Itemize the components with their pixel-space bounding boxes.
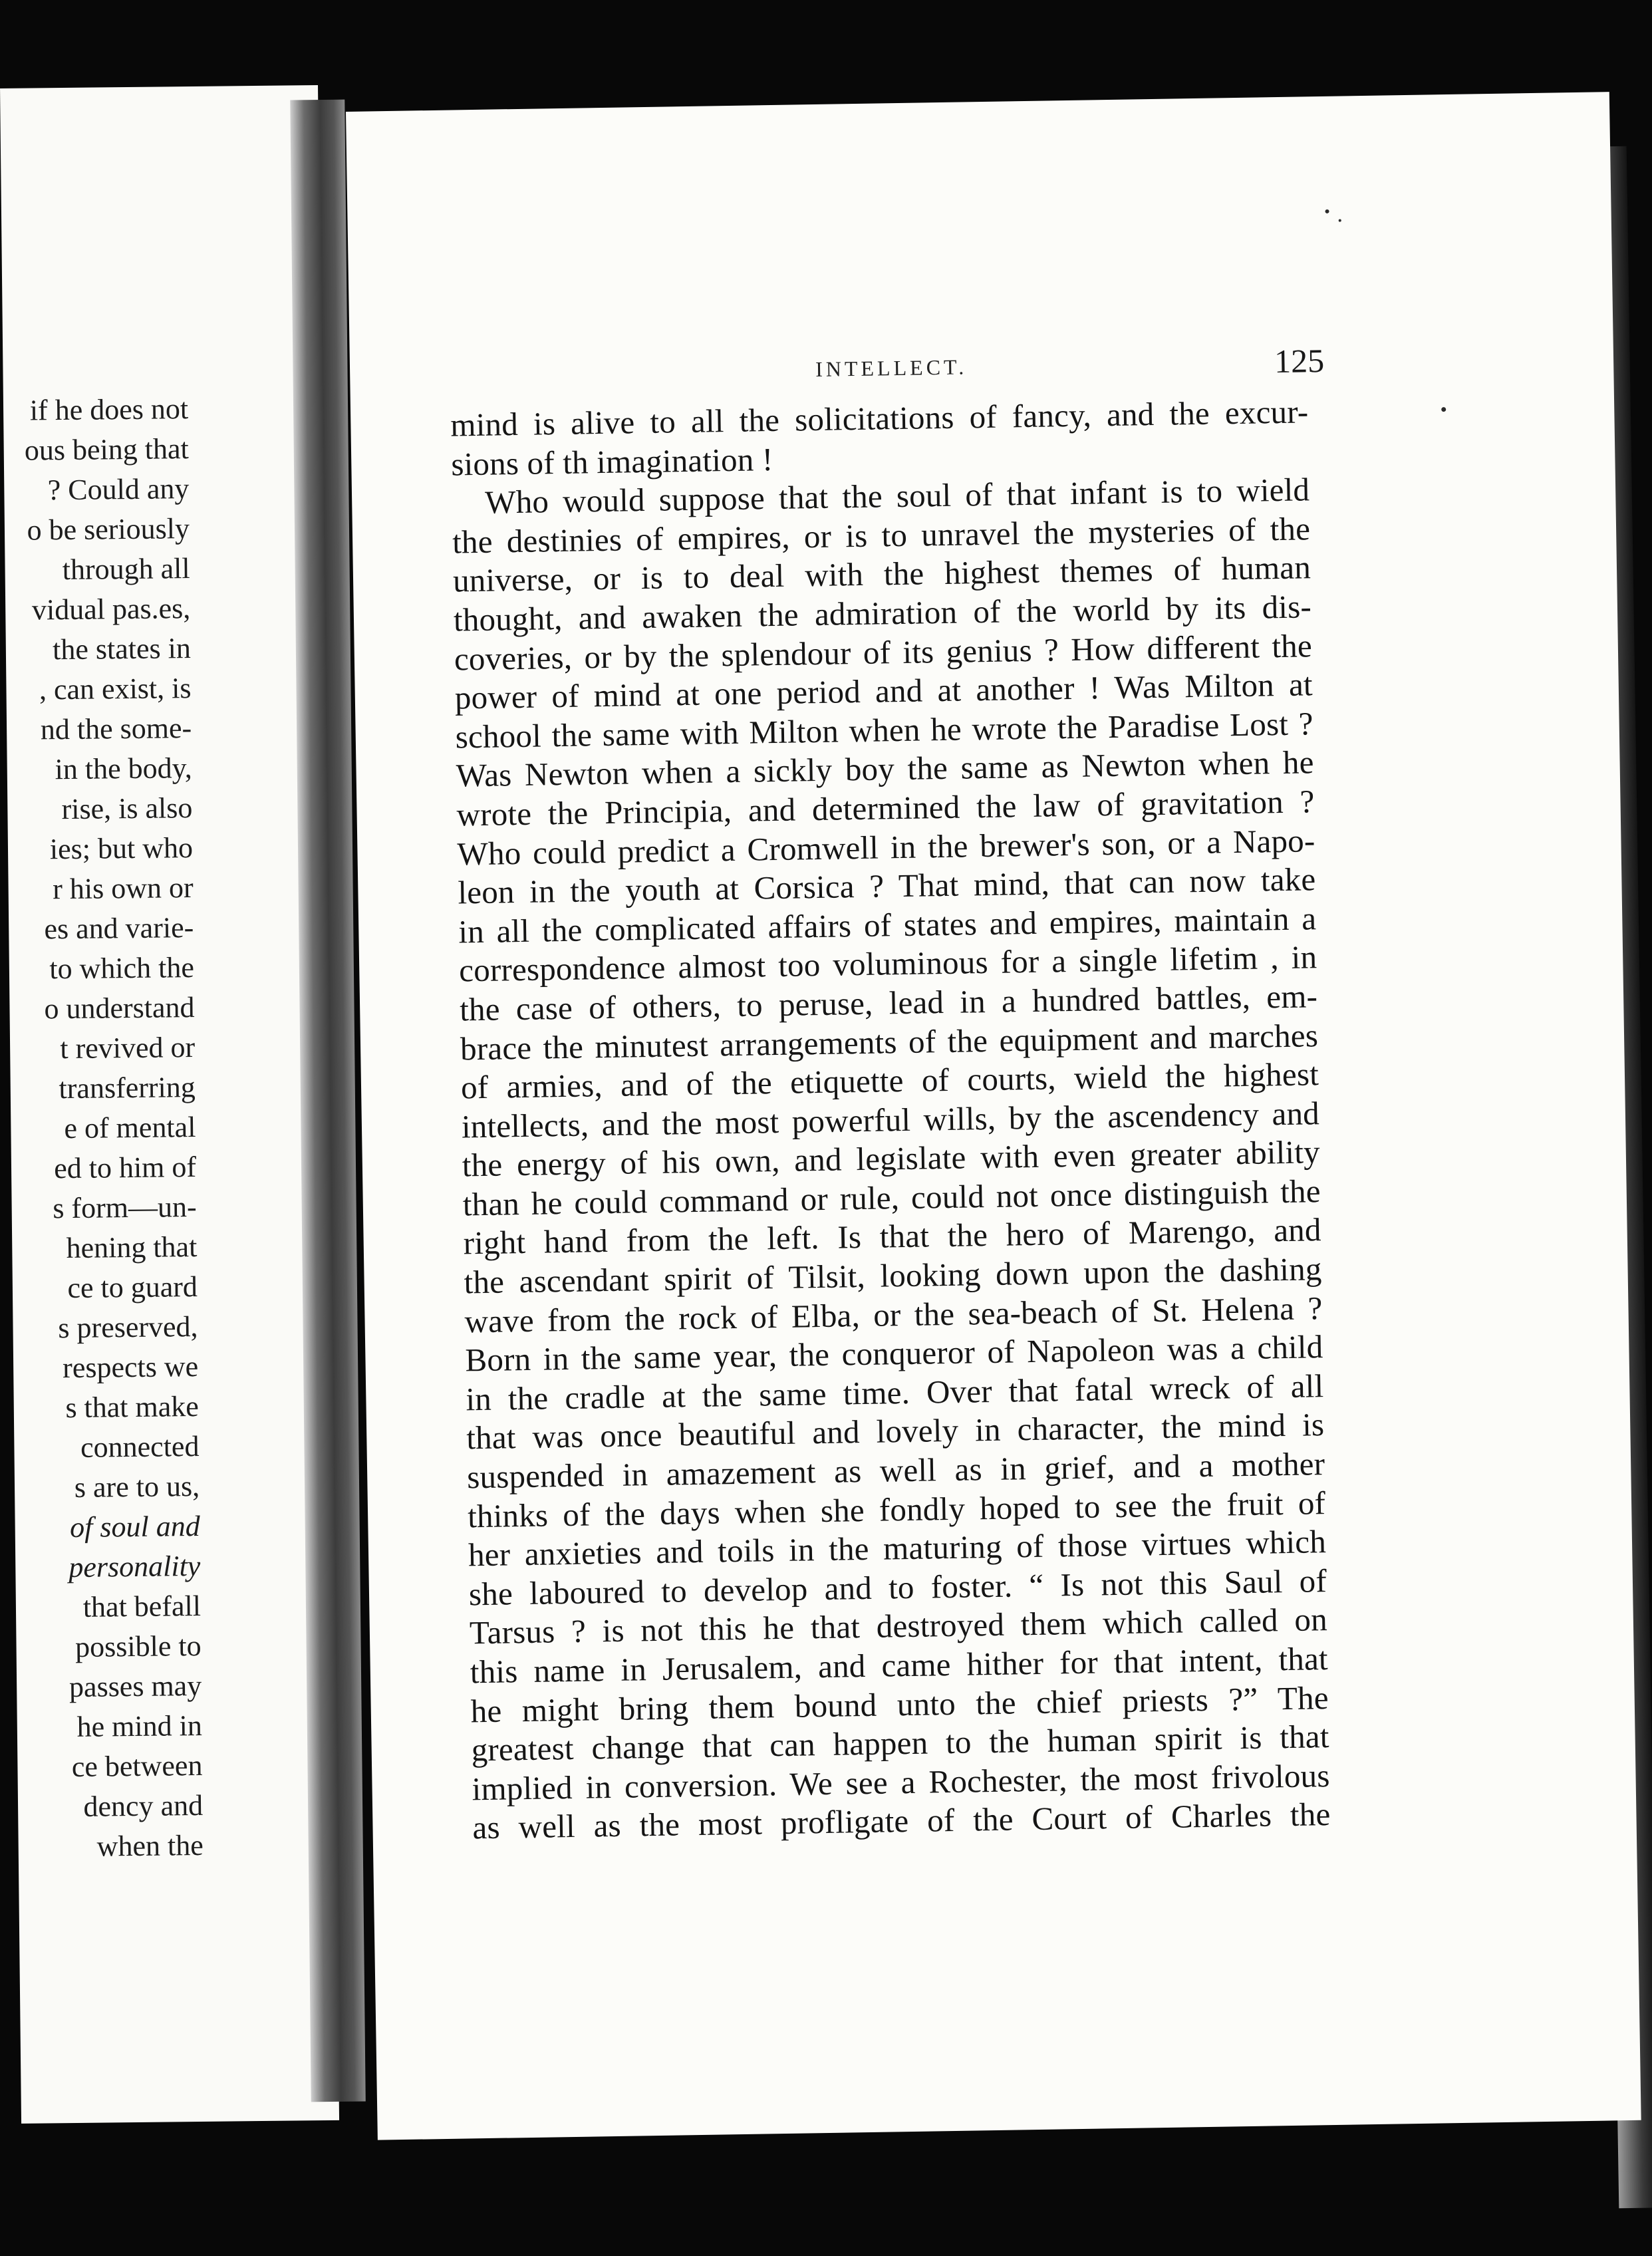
text-line: the energy of his own, and legislate with even greater ability	[462, 1133, 1321, 1184]
left-page-line: s that make	[65, 1389, 200, 1425]
left-page-line: respects we	[62, 1349, 199, 1385]
text-line: in the cradle at the same time. Over that fatal wreck of all	[465, 1367, 1324, 1418]
text-line: sions of th imagination !	[450, 440, 773, 483]
left-page-line: ed to him of	[53, 1151, 197, 1185]
text-line: than he could command or rule, could not once distinguish the	[462, 1173, 1321, 1223]
text-line: mind is alive to all the solicitations of fancy, and the excur-	[450, 393, 1309, 444]
left-page-line: passes may	[69, 1669, 202, 1704]
text-line: wave from the rock of Elba, or the sea-beach of St. Helena ?	[464, 1289, 1323, 1340]
text-line: brace the minutest arrangements of the equipment and marches	[460, 1016, 1319, 1067]
scan-speck	[1441, 407, 1446, 412]
left-page-line: in the body,	[55, 752, 192, 786]
left-page-line: when the	[96, 1828, 204, 1863]
left-page-line: of soul and	[69, 1509, 200, 1544]
text-line: greatest change that can happen to the human spirit is that	[471, 1718, 1329, 1768]
left-page-line: possible to	[74, 1629, 202, 1663]
left-page-line: o be seriously	[27, 512, 190, 547]
left-page-line: r his own or	[52, 871, 194, 906]
left-page-line: to which the	[49, 951, 195, 986]
text-line: Who would suppose that the soul of that infant is to wield	[484, 471, 1310, 521]
text-line: universe, or is to deal with the highest themes of human	[452, 549, 1311, 599]
left-page-line: he mind in	[76, 1709, 203, 1743]
left-page-line: t revived or	[60, 1031, 196, 1065]
left-page-line: if he does not	[29, 392, 189, 427]
left-page-line: personality	[69, 1549, 201, 1584]
left-page-line: the states in	[52, 632, 192, 666]
text-line: the destinies of empires, or is to unravel the mysteries of the	[452, 510, 1311, 561]
text-line: school the same with Milton when he wrote the Paradise Lost ?	[455, 705, 1314, 756]
text-line: thought, and awaken the admiration of the world by its dis-	[453, 588, 1312, 638]
text-line: this name in Jerusalem, and came hither for that intent, that	[470, 1640, 1329, 1691]
text-line: power of mind at one period and at another ! Was Milton at	[454, 666, 1313, 716]
text-line: of armies, and of the etiquette of courts, wield the highest	[460, 1056, 1319, 1106]
left-page-line: s form—un-	[53, 1191, 197, 1225]
left-page-line: through all	[62, 552, 190, 587]
text-line: Born in the same year, the conqueror of Napoleon was a child	[465, 1328, 1323, 1379]
text-line: that was once beautiful and lovely in character, the mind is	[466, 1406, 1325, 1457]
text-line: the case of others, to peruse, lead in a hundred battles, em-	[459, 978, 1318, 1028]
left-page-line: dency and	[83, 1788, 204, 1823]
left-page-line: rise, is also	[61, 791, 193, 826]
left-page-line: nd the some-	[40, 712, 192, 746]
text-line: as well as the most profligate of the Court of Charles the	[472, 1796, 1331, 1846]
left-page-line: transferring	[59, 1071, 196, 1105]
text-line: Who could predict a Cromwell in the brewer's son, or a Napo-	[457, 821, 1315, 873]
left-page-line: ies; but who	[49, 831, 194, 866]
text-line: thinks of the days when she fondly hoped to see the fruit of	[467, 1484, 1326, 1535]
left-page-line: ous being that	[24, 432, 189, 467]
text-line: coveries, or by the splendour of its genius ? How different the	[454, 627, 1313, 678]
left-page-line: ce between	[71, 1749, 203, 1784]
text-line: the ascendant spirit of Tilsit, looking down upon the dashing	[464, 1250, 1322, 1301]
text-line: leon in the youth at Corsica ? That mind, that can now take	[458, 861, 1316, 911]
text-line: intellects, and the most powerful wills, by the ascendency and	[461, 1094, 1320, 1145]
left-page-line: s are to us,	[74, 1469, 200, 1504]
left-page-line: ? Could any	[47, 472, 190, 507]
scan-speck	[1339, 219, 1341, 222]
text-line: correspondence almost too voluminous for a single lifetim , in	[458, 938, 1317, 989]
text-line: wrote the Principia, and determined the law of gravitation ?	[456, 783, 1315, 833]
text-line: Was Newton when a sickly boy the same as Newton when he	[456, 744, 1314, 794]
left-page-line: ce to guard	[67, 1270, 198, 1305]
left-page-line: o understand	[44, 991, 195, 1026]
left-page-line: that befall	[82, 1589, 202, 1623]
page-header	[350, 341, 1614, 404]
page-number: 125	[1274, 341, 1325, 380]
left-page-line: connected	[80, 1429, 200, 1464]
text-line: she laboured to develop and to foster. “ Is not this Saul of	[468, 1562, 1327, 1613]
left-page-line: e of mental	[64, 1111, 196, 1145]
left-page-line: es and varie-	[44, 911, 194, 946]
left-page-line: vidual pas.es,	[31, 592, 191, 627]
left-facing-page	[0, 85, 339, 2124]
text-line: Tarsus ? is not this he that destroyed them which called on	[469, 1601, 1328, 1651]
running-head: INTELLECT.	[815, 354, 968, 381]
text-line: he might bring them bound unto the chief priests ?” The	[470, 1679, 1329, 1729]
text-line: right hand from the left. Is that the hero of Marengo, and	[463, 1211, 1322, 1262]
left-page-line: s preserved,	[58, 1310, 198, 1345]
scan-speck	[1325, 210, 1329, 213]
text-line: suspended in amazement as well as in grief, and a mother	[466, 1445, 1325, 1496]
page-body-text	[450, 392, 1331, 1848]
text-line: implied in conversion. We see a Rochester, the most frivolous	[472, 1757, 1330, 1808]
text-line: her anxieties and toils in the maturing of those virtues which	[468, 1523, 1327, 1574]
left-page-line: hening that	[66, 1230, 198, 1265]
left-page-line: , can exist, is	[39, 672, 192, 706]
right-main-page	[346, 92, 1641, 2140]
text-line: in all the complicated affairs of states and empires, maintain a	[458, 899, 1317, 950]
